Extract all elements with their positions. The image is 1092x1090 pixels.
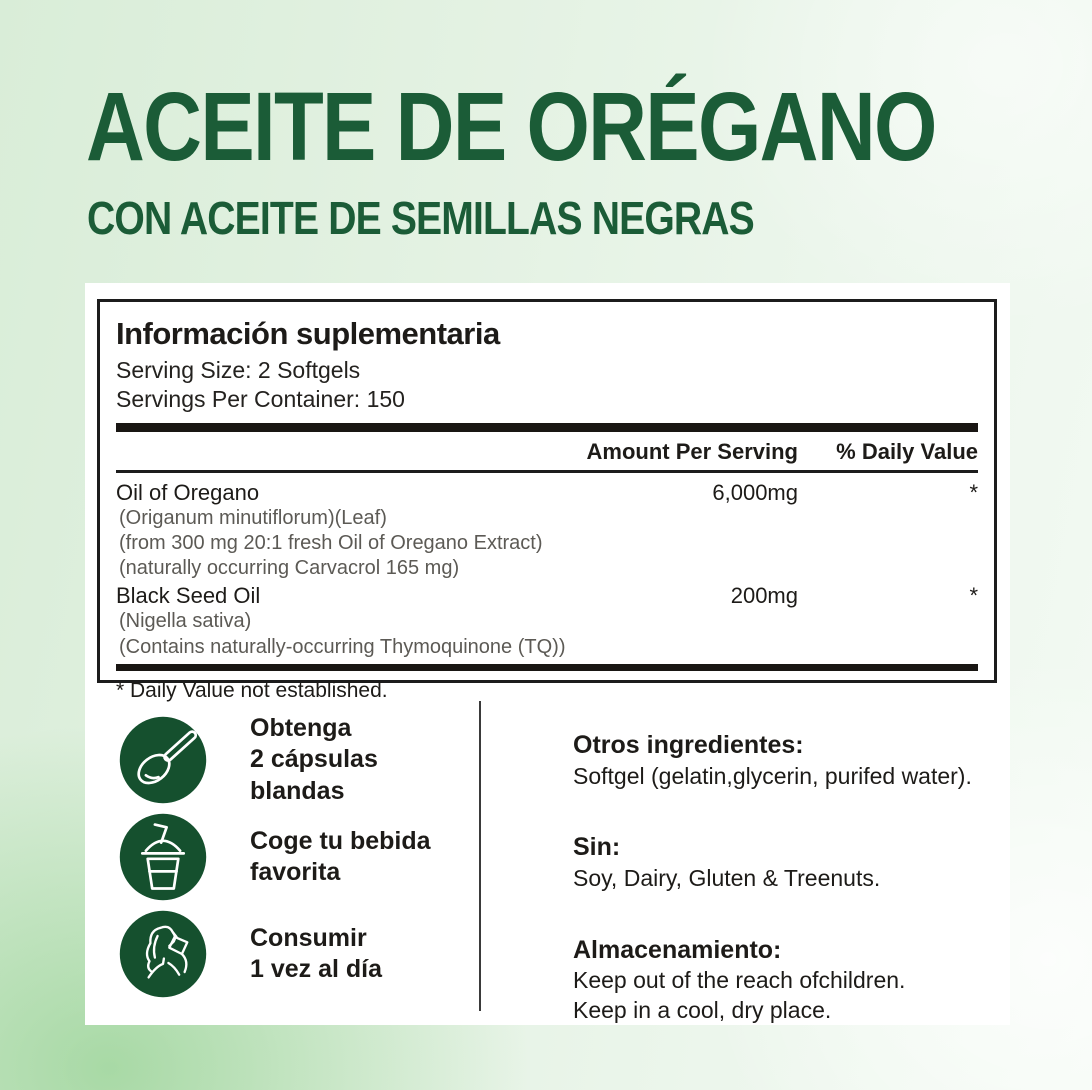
usage-step-label <box>250 826 431 889</box>
ingredient-amount: 6,000mg <box>712 479 798 505</box>
ingredient-dv: * <box>969 583 978 609</box>
label-panel <box>85 283 1010 1025</box>
info-line: Keep out of the reach ofchildren. <box>573 967 906 994</box>
facts-title: Información suplementaria <box>116 316 500 351</box>
info-column <box>573 729 1003 1066</box>
facts-header-row <box>116 432 978 473</box>
ingredient-row <box>116 473 978 506</box>
servings-per-container: Servings Per Container: 150 <box>116 386 405 413</box>
usage-line: Consumir <box>250 923 367 952</box>
ingredient-amount: 200mg <box>730 583 798 609</box>
usage-line: favorita <box>250 858 341 886</box>
spoon-icon <box>118 715 208 805</box>
serving-size: Serving Size: 2 Softgels <box>116 357 361 383</box>
page-title: ACEITE DE ORÉGANO <box>86 72 936 181</box>
page-subtitle: CON ACEITE DE SEMILLAS NEGRAS <box>87 192 754 244</box>
usage-line: 1 vez al día <box>250 955 383 983</box>
info-section-free-of <box>573 831 1003 893</box>
ingredient-name: Oil of Oregano <box>116 479 260 505</box>
usage-step-label <box>250 923 382 986</box>
usage-line: 2 cápsulas blandas <box>250 745 378 805</box>
info-heading: Otros ingredientes: <box>573 731 804 759</box>
column-divider <box>479 701 481 1011</box>
ingredient-name: Black Seed Oil <box>116 583 261 609</box>
info-line: Softgel (gelatin,glycerin, purifed water). <box>573 762 972 789</box>
usage-step-label <box>250 713 468 808</box>
ingredient-detail: (naturally occurring Carvacrol 165 mg) <box>119 557 460 580</box>
supplement-facts-box <box>97 299 997 702</box>
info-heading: Sin: <box>573 833 621 862</box>
ingredient-dv: * <box>969 479 978 505</box>
ingredient-detail: (Nigella sativa) <box>119 610 252 633</box>
drink-cup-icon <box>118 812 208 902</box>
usage-steps <box>118 715 468 1006</box>
daily-value-footnote: * Daily Value not established. <box>116 678 388 702</box>
divider-bar <box>116 423 978 432</box>
ingredient-detail: (Contains naturally-occurring Thymoquinone (TQ)) <box>119 635 566 658</box>
ingredient-row <box>116 581 978 609</box>
ingredient-detail: (from 300 mg 20:1 fresh Oil of Oregano Extract) <box>119 532 543 555</box>
info-section-storage <box>573 934 1003 1026</box>
info-line: Soy, Dairy, Gluten & Treenuts. <box>573 864 881 891</box>
ingredient-detail: (Origanum minutiflorum)(Leaf) <box>119 506 387 529</box>
usage-step <box>118 909 468 999</box>
col-daily-value: % Daily Value <box>836 438 978 464</box>
person-drinking-icon <box>118 909 208 999</box>
usage-step <box>118 715 468 805</box>
divider-bar <box>116 664 978 671</box>
info-line: Keep in a cool, dry place. <box>573 997 832 1024</box>
info-section-other-ingredients <box>573 729 1003 791</box>
info-heading: Almacenamiento: <box>573 935 782 964</box>
usage-line: Coge tu bebida <box>250 826 431 855</box>
usage-step <box>118 812 468 902</box>
usage-line: Obtenga <box>250 713 352 742</box>
col-amount-per-serving: Amount Per Serving <box>586 438 798 464</box>
